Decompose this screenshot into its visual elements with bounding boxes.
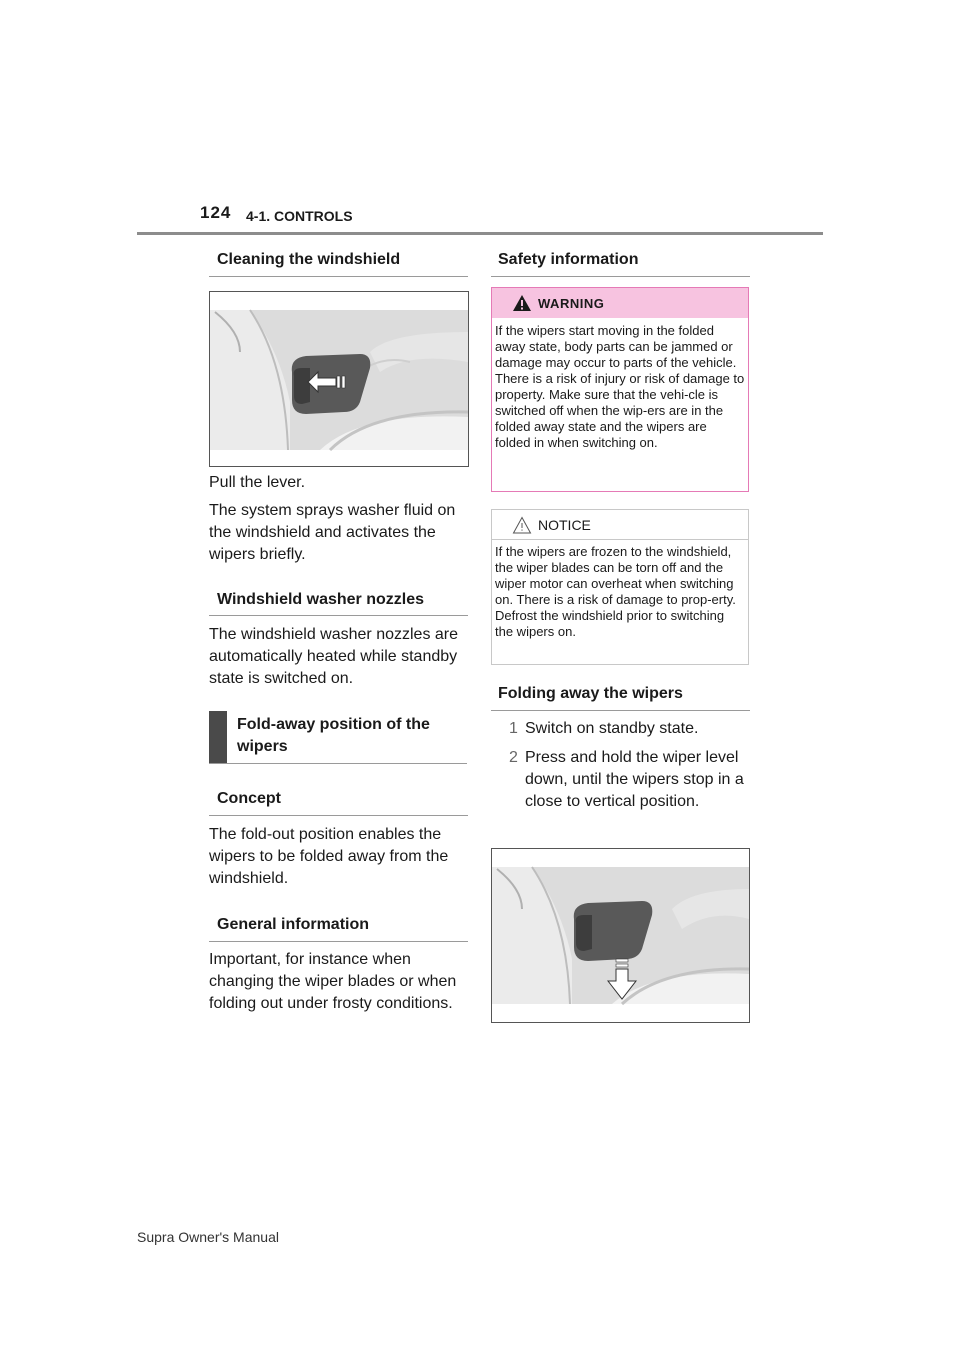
wiper-lever-pull-illustration [209,291,469,467]
general-heading-rule [209,941,468,942]
cleaning-paragraph-1: Pull the lever. [209,474,306,491]
step-text: Switch on standby state. [525,720,699,737]
notice-title: NOTICE [538,517,591,533]
cleaning-heading-rule [209,276,468,277]
concept-heading: Concept [217,790,281,807]
safety-heading: Safety information [498,251,639,268]
concept-heading-rule [209,815,468,816]
concept-paragraph: The fold-out position enables the wipers to be folded away from the windshield. [209,826,449,887]
step-text: Press and hold the wiper level down, until the wipers stop in a close to vertical position. [525,749,744,810]
warning-title: WARNING [538,296,605,311]
warning-triangle-icon [512,294,532,312]
step-2 [509,747,751,837]
warning-header [492,288,748,318]
wiper-lever-press-down-illustration [491,848,750,1023]
step-number: 2 [509,749,518,766]
cleaning-paragraph-2: The system sprays washer fluid on the windshield and activates the wipers briefly. [209,502,456,563]
step-1 [509,718,751,742]
foldaway-heading: Fold-away position of the wipers [237,716,430,755]
nozzles-paragraph: The windshield washer nozzles are automatically heated while standby state is switched on. [209,626,459,687]
header-divider [137,232,823,235]
foldaway-heading-bar [209,711,227,764]
warning-text: If the wipers start moving in the folded away state, body parts can be jammed or damage may occur to parts of the vehicle. There is a risk of injury or risk of damage to property. Make sure that the vehi-cle is switched off when the wip-ers are in the folded away state and the wipers are folded in when switching on. [495,323,745,450]
page-number: 124 [200,203,232,222]
cleaning-heading: Cleaning the windshield [217,251,401,268]
general-heading: General information [217,916,370,933]
step-number: 1 [509,720,518,737]
safety-heading-rule [491,276,750,277]
warning-box [491,287,749,492]
chapter-title: 4-1. CONTROLS [246,208,353,224]
foldaway-heading-rule [209,763,467,764]
folding-heading: Folding away the wipers [498,685,683,702]
cleaning-body [209,472,467,572]
notice-triangle-icon [512,516,532,534]
footer-manual-title: Supra Owner's Manual [137,1229,279,1245]
folding-heading-rule [491,710,750,711]
foldaway-heading-block [209,711,467,764]
notice-header [492,510,748,540]
notice-box [491,509,749,665]
nozzles-heading: Windshield washer nozzles [217,591,425,608]
notice-text: If the wipers are frozen to the windshield, the wiper blades can be torn off and the wiper motor can overheat when switching on. There is a risk of damage to prop-erty. Defrost the windshield prior to switching the wipers on. [495,544,736,639]
general-paragraph: Important, for instance when changing the wiper blades or when folding out under frosty conditions. [209,951,457,1012]
nozzles-heading-rule [209,615,468,616]
